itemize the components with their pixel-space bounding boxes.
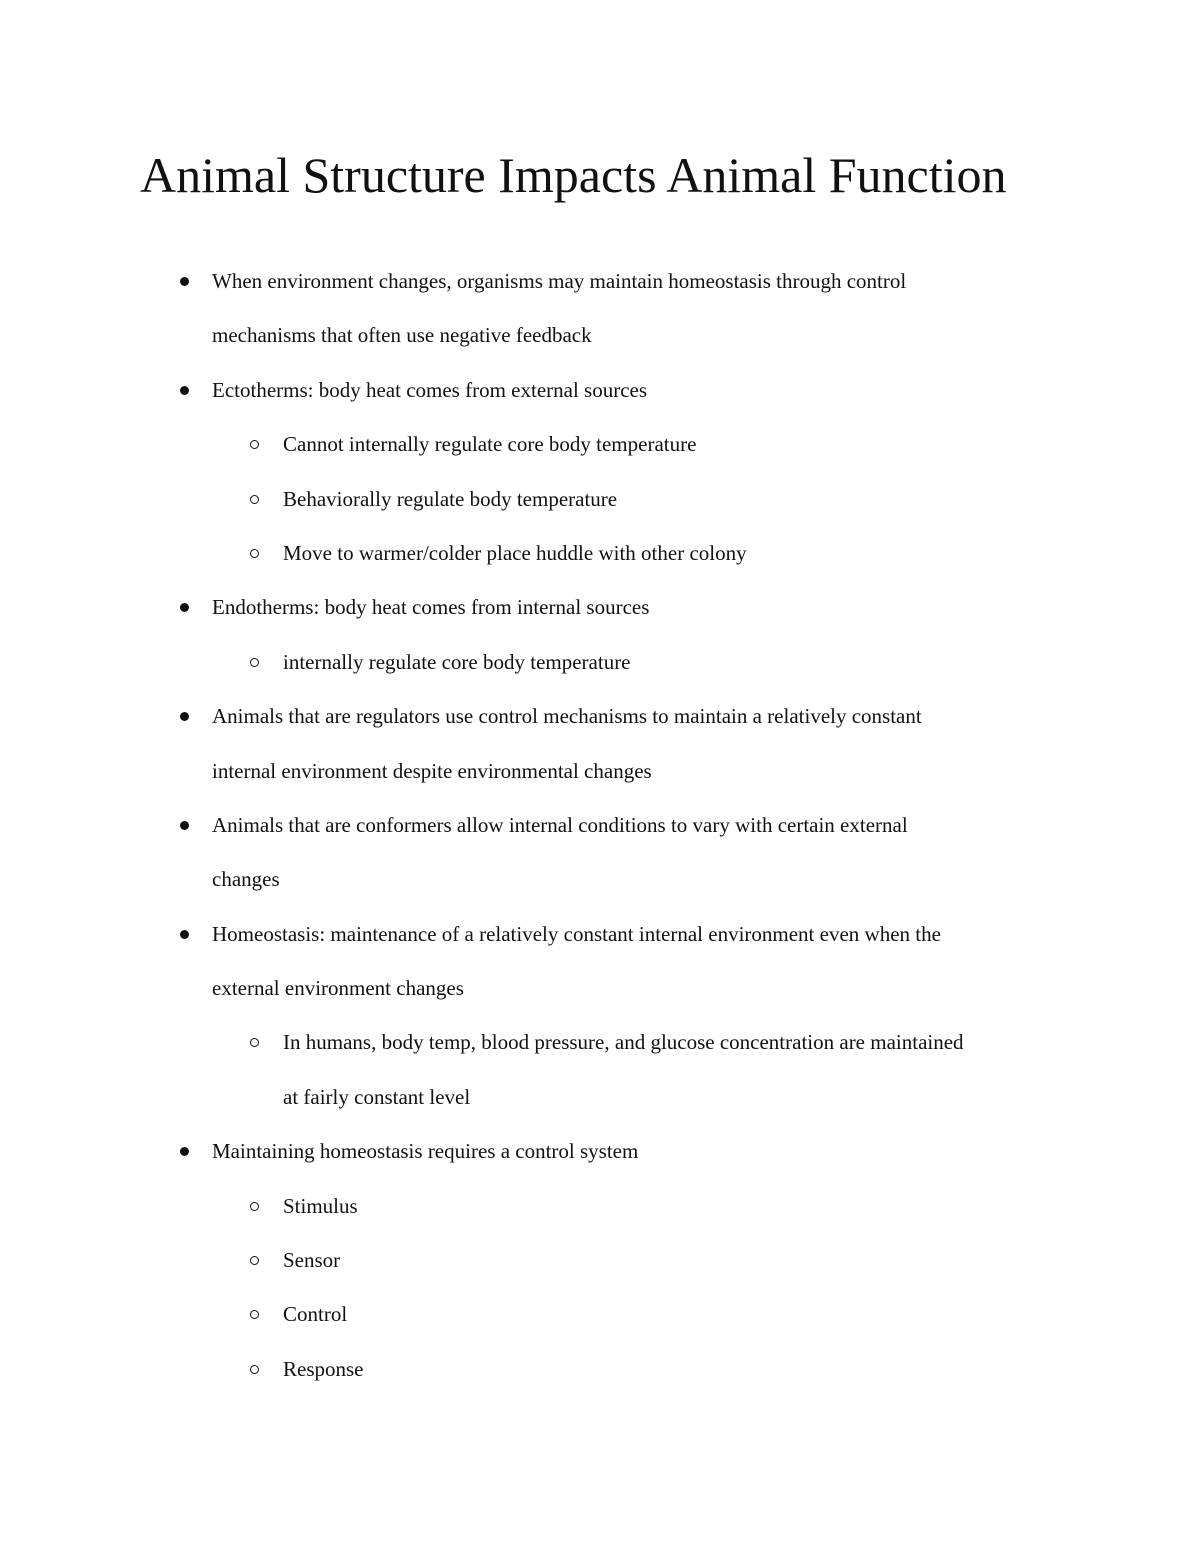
list-item	[0, 907, 1200, 961]
list-item-text: Animals that are regulators use control mechanisms to maintain a relatively constant	[212, 704, 922, 729]
bullet-circle-icon	[250, 1365, 259, 1374]
sub-list-item	[0, 635, 1200, 689]
page-title: Animal Structure Impacts Animal Function	[140, 147, 1007, 203]
list-item-continuation	[0, 308, 1200, 362]
bullet-circle-icon	[250, 658, 259, 667]
list-item-text: internally regulate core body temperature	[283, 649, 631, 674]
bullet-circle-icon	[250, 440, 259, 449]
list-item-text: Behaviorally regulate body temperature	[283, 486, 618, 511]
list-item-text: Sensor	[283, 1248, 341, 1273]
bullet-circle-icon	[250, 549, 259, 558]
list-item-text: internal environment despite environmental changes	[212, 758, 652, 783]
bullet-dot-icon	[180, 821, 189, 830]
sub-list-item	[0, 1179, 1200, 1233]
list-item-text: changes	[212, 867, 280, 892]
list-item-text: Homeostasis: maintenance of a relatively constant internal environment even when the	[212, 921, 941, 946]
bullet-dot-icon	[180, 930, 189, 939]
list-item-continuation	[0, 744, 1200, 798]
list-item-text: Maintaining homeostasis requires a control system	[212, 1139, 639, 1164]
list-item	[0, 689, 1200, 743]
list-item-text: mechanisms that often use negative feedback	[212, 323, 592, 348]
sub-list-item	[0, 417, 1200, 471]
bullet-circle-icon	[250, 495, 259, 504]
list-item-text: In humans, body temp, blood pressure, and glucose concentration are maintained	[283, 1030, 964, 1055]
list-item	[0, 254, 1200, 308]
list-item-text: Move to warmer/colder place huddle with other colony	[283, 540, 747, 565]
bullet-dot-icon	[180, 277, 189, 286]
list-item	[0, 580, 1200, 634]
list-item-text: Cannot internally regulate core body temperature	[283, 432, 697, 457]
bullet-circle-icon	[250, 1202, 259, 1211]
list-item-continuation	[0, 961, 1200, 1015]
bullet-circle-icon	[250, 1310, 259, 1319]
list-item-continuation	[0, 852, 1200, 906]
bullet-dot-icon	[180, 712, 189, 721]
list-item-text: Endotherms: body heat comes from internal sources	[212, 595, 650, 620]
list-item	[0, 363, 1200, 417]
sub-list-item	[0, 1233, 1200, 1287]
list-item-text: Response	[283, 1356, 364, 1381]
sub-list-item	[0, 526, 1200, 580]
list-item-text: Stimulus	[283, 1193, 358, 1218]
list-item-text: at fairly constant level	[283, 1084, 471, 1109]
bullet-circle-icon	[250, 1256, 259, 1265]
bullet-dot-icon	[180, 1147, 189, 1156]
list-item	[0, 798, 1200, 852]
list-item-text: When environment changes, organisms may maintain homeostasis through control	[212, 269, 907, 293]
bullet-circle-icon	[250, 1038, 259, 1047]
bullet-dot-icon	[180, 386, 189, 395]
list-item	[0, 1124, 1200, 1178]
list-item-text: Control	[283, 1302, 348, 1327]
sub-list-item	[0, 1287, 1200, 1341]
notes-list	[0, 254, 1200, 1396]
sub-list-item	[0, 1342, 1200, 1396]
sub-list-item	[0, 1015, 1200, 1069]
list-item-text: Animals that are conformers allow internal conditions to vary with certain external	[212, 812, 908, 837]
list-item-continuation	[0, 1070, 1200, 1124]
list-item-text: Ectotherms: body heat comes from external sources	[212, 377, 648, 402]
list-item-text: external environment changes	[212, 976, 464, 1001]
bullet-dot-icon	[180, 603, 189, 612]
sub-list-item	[0, 472, 1200, 526]
